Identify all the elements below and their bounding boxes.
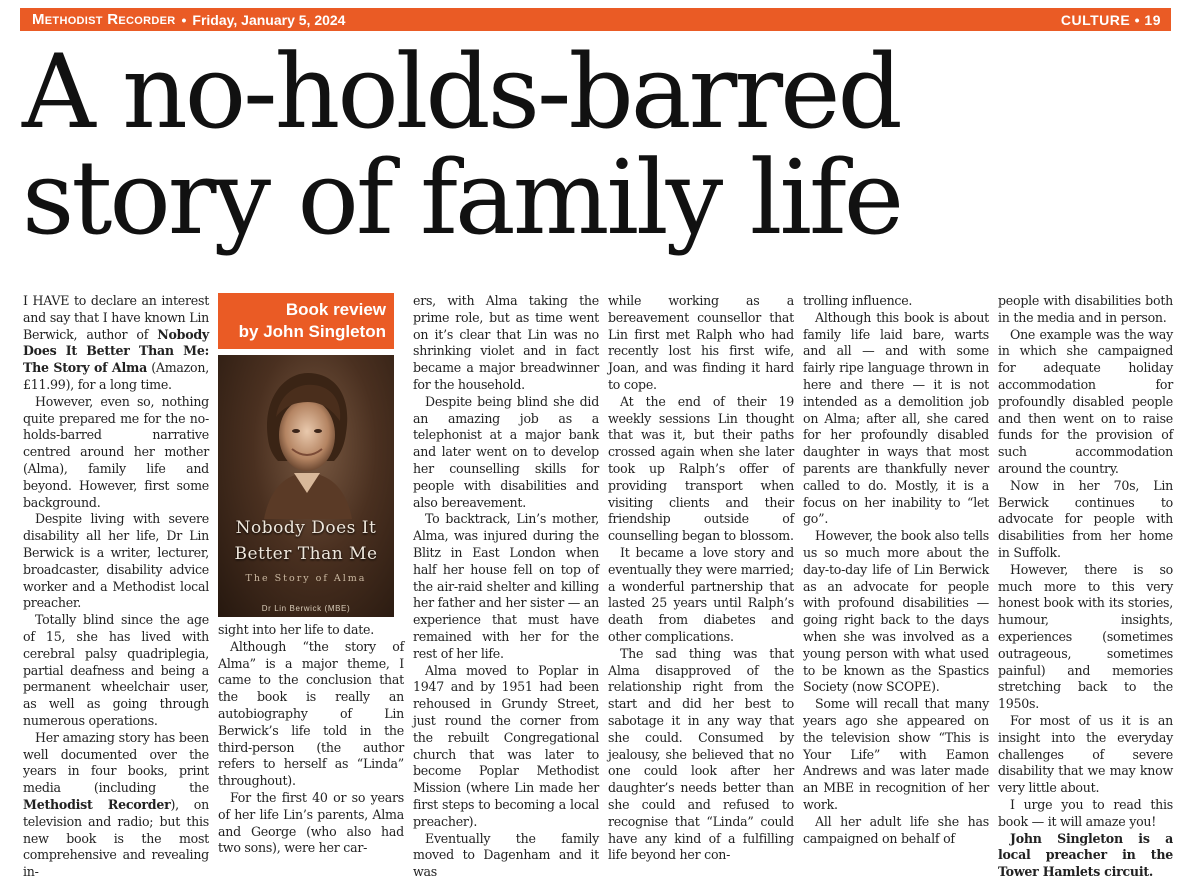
header-left [32, 11, 345, 28]
paragraph: Now in her 70s, Lin Berwick continues to advocate for people with disabilities from her home in Suffolk. [998, 477, 1173, 560]
publication-name: Methodist Recorder [32, 11, 176, 28]
text-run: (Amazon, £11.99), for a long time. [23, 360, 209, 392]
headline [22, 33, 1172, 258]
paragraph: However, the book also tells us so much more about the day-to-day life of Lin Berwick as an advocate for people with profound disabilities — going right back to the days when she was involved as a young person with what used to be known as the Spastics Society (now SCOPE). [803, 528, 989, 695]
cover-title-line-1: Nobody Does It [235, 518, 377, 538]
article-column-1 [23, 293, 209, 880]
portrait-photo [254, 369, 358, 519]
paragraph: while working as a bereavement counsellor that Lin first met Ralph who had recently lost his first wife, Joan, and was finding it hard to cope. [608, 293, 794, 392]
paragraph [23, 293, 209, 394]
paragraph: One example was the way in which she campaigned for adequate holiday accommodation for profoundly disabled people and then went on to raise funds for the provision of such accommodation around the country. [998, 326, 1173, 476]
article-column-2 [218, 293, 404, 856]
issue-date: Friday, January 5, 2024 [192, 11, 346, 28]
book-title: Nobody Does It Better Than Me: The Story of Alma [23, 326, 209, 376]
paragraph: All her adult life she has campaigned on behalf of [803, 813, 989, 846]
paragraph: trolling influence. [803, 293, 913, 308]
header-separator: • [181, 11, 187, 28]
paragraph: sight into her life to date. [218, 622, 375, 637]
publication-reference: Methodist Recorder [23, 796, 171, 812]
section-page-number: CULTURE • 19 [1060, 11, 1161, 28]
column-2-text [218, 622, 404, 857]
paragraph: Eventually the family moved to Dagenham and it was [413, 830, 599, 880]
paragraph: Despite being blind she did an amazing job as a telephonist at a major bank and later went on to develop her counselling skills for people with disabilities and also bereavement. [413, 393, 599, 510]
author-bio [998, 831, 1173, 881]
paragraph: At the end of their 19 weekly sessions Lin thought that was it, but their paths crossed again when she later took up Ralph’s offer of providing transport when visiting clients and their friendship outside of counselling began to blossom. [608, 393, 794, 544]
paragraph: people with disabilities both in the media and in person. [998, 293, 1173, 325]
article-column-6 [998, 293, 1173, 880]
review-label-line-2: by John Singleton [238, 322, 386, 341]
paragraph: To backtrack, Lin’s mother, Alma, was injured during the Blitz in East London when half her house fell on top of the air-raid shelter and killing her father and her sister — an experience that must have remained with her for the rest of her life. [413, 511, 599, 661]
author-bio-text: John Singleton is a local preacher in the Tower Hamlets circuit. [998, 830, 1173, 880]
book-cover-subtitle: The Story of Alma [245, 573, 367, 584]
paragraph: I urge you to read this book — it will amaze you! [998, 796, 1173, 829]
paragraph: For most of us it is an insight into the everyday challenges of severe disability that we may know very little about. [998, 712, 1173, 796]
paragraph: The sad thing was that Alma disapproved of the relationship right from the start and did her best to sabotage it in any way that she could. Consumed by jealousy, she believed that no one could look after her daughter’s needs better than she could and refused to recognise that “Linda” could have any kind of a fulfilling life beyond her con- [608, 645, 794, 863]
paragraph: It became a love story and eventually they were married; a wonderful partnership that lasted 25 years until Ralph’s death from diabetes and other complications. [608, 544, 794, 644]
text-run: Her amazing story has been well documented over the years in four books, print media (including the [23, 729, 209, 796]
paragraph: Some will recall that many years ago she appeared on the television show “This is Your Life” with Eamon Andrews and was later made an MBE in recognition of her work. [803, 696, 989, 812]
paragraph: Although this book is about family life laid bare, warts and all — and with some fairly ripe language thrown in here and there — it is not intended as a demolition job on Alma; after all, she cared for her profoundly disabled daughter in ways that most parents are thankfully never called to do. Mostly, it is a focus on her inability to “let go”. [803, 309, 989, 527]
article-column-3 [413, 293, 599, 880]
article-column-5 [803, 293, 989, 846]
paragraph: Although “the story of Alma” is a major theme, I came to the conclusion that the book is really an autobiography of Lin Berwick’s life told in the third-person (the author refers to herself as “Linda” throughout). [218, 638, 404, 789]
paragraph: However, even so, nothing quite prepared me for the no-holds-barred narrative centred around her mother (Alma), family life and beyond. However, first some background. [23, 393, 209, 510]
paragraph [23, 730, 209, 881]
article-column-4 [608, 293, 794, 863]
text-run: ), on television and radio; but this new book is the most comprehensive and revealing in- [23, 796, 209, 880]
paragraph: ers, with Alma taking the prime role, but as time went on it’s clear that Lin was no shrinking violet and in fact became a major breadwinner for the household. [413, 293, 599, 392]
headline-line-2: story of family life [22, 139, 902, 258]
paragraph: For the first 40 or so years of her life Lin’s parents, Alma and George (who also had two sons), were her car- [218, 789, 404, 856]
paragraph: Alma moved to Poplar in 1947 and by 1951 had been rehoused in Grundy Street, just round the corner from the rebuilt Congregational church that was later to become Poplar Methodist Mission (where Lin made her first steps to becoming a local preacher). [413, 662, 599, 829]
header-bar [20, 8, 1171, 31]
paragraph: However, there is so much more to this very honest book with its stories, humour, insights, experiences (sometimes outrageous, sometimes painful) and memories stretching back to the 1950s. [998, 561, 1173, 712]
cover-title-line-2: Better Than Me [234, 544, 378, 564]
book-cover-title [218, 515, 394, 567]
book-cover-image [218, 355, 394, 617]
text-run: I HAVE to declare an interest and say that I have known Lin Berwick, author of [23, 293, 209, 342]
paragraph: Despite living with severe disability all her life, Dr Lin Berwick is a writer, lecturer, broadcaster, disability advice worker and a Methodist local preacher. [23, 511, 209, 611]
paragraph: Totally blind since the age of 15, she has lived with cerebral palsy quadriplegia, partial deafness and being a permanent wheelchair user, as well as going through numerous operations. [23, 612, 209, 728]
book-cover-author: Dr Lin Berwick (MBE) [261, 604, 351, 613]
headline-line-1: A no-holds-barred [22, 33, 900, 152]
review-label-line-1: Book review [285, 300, 386, 319]
book-review-label [218, 293, 394, 349]
